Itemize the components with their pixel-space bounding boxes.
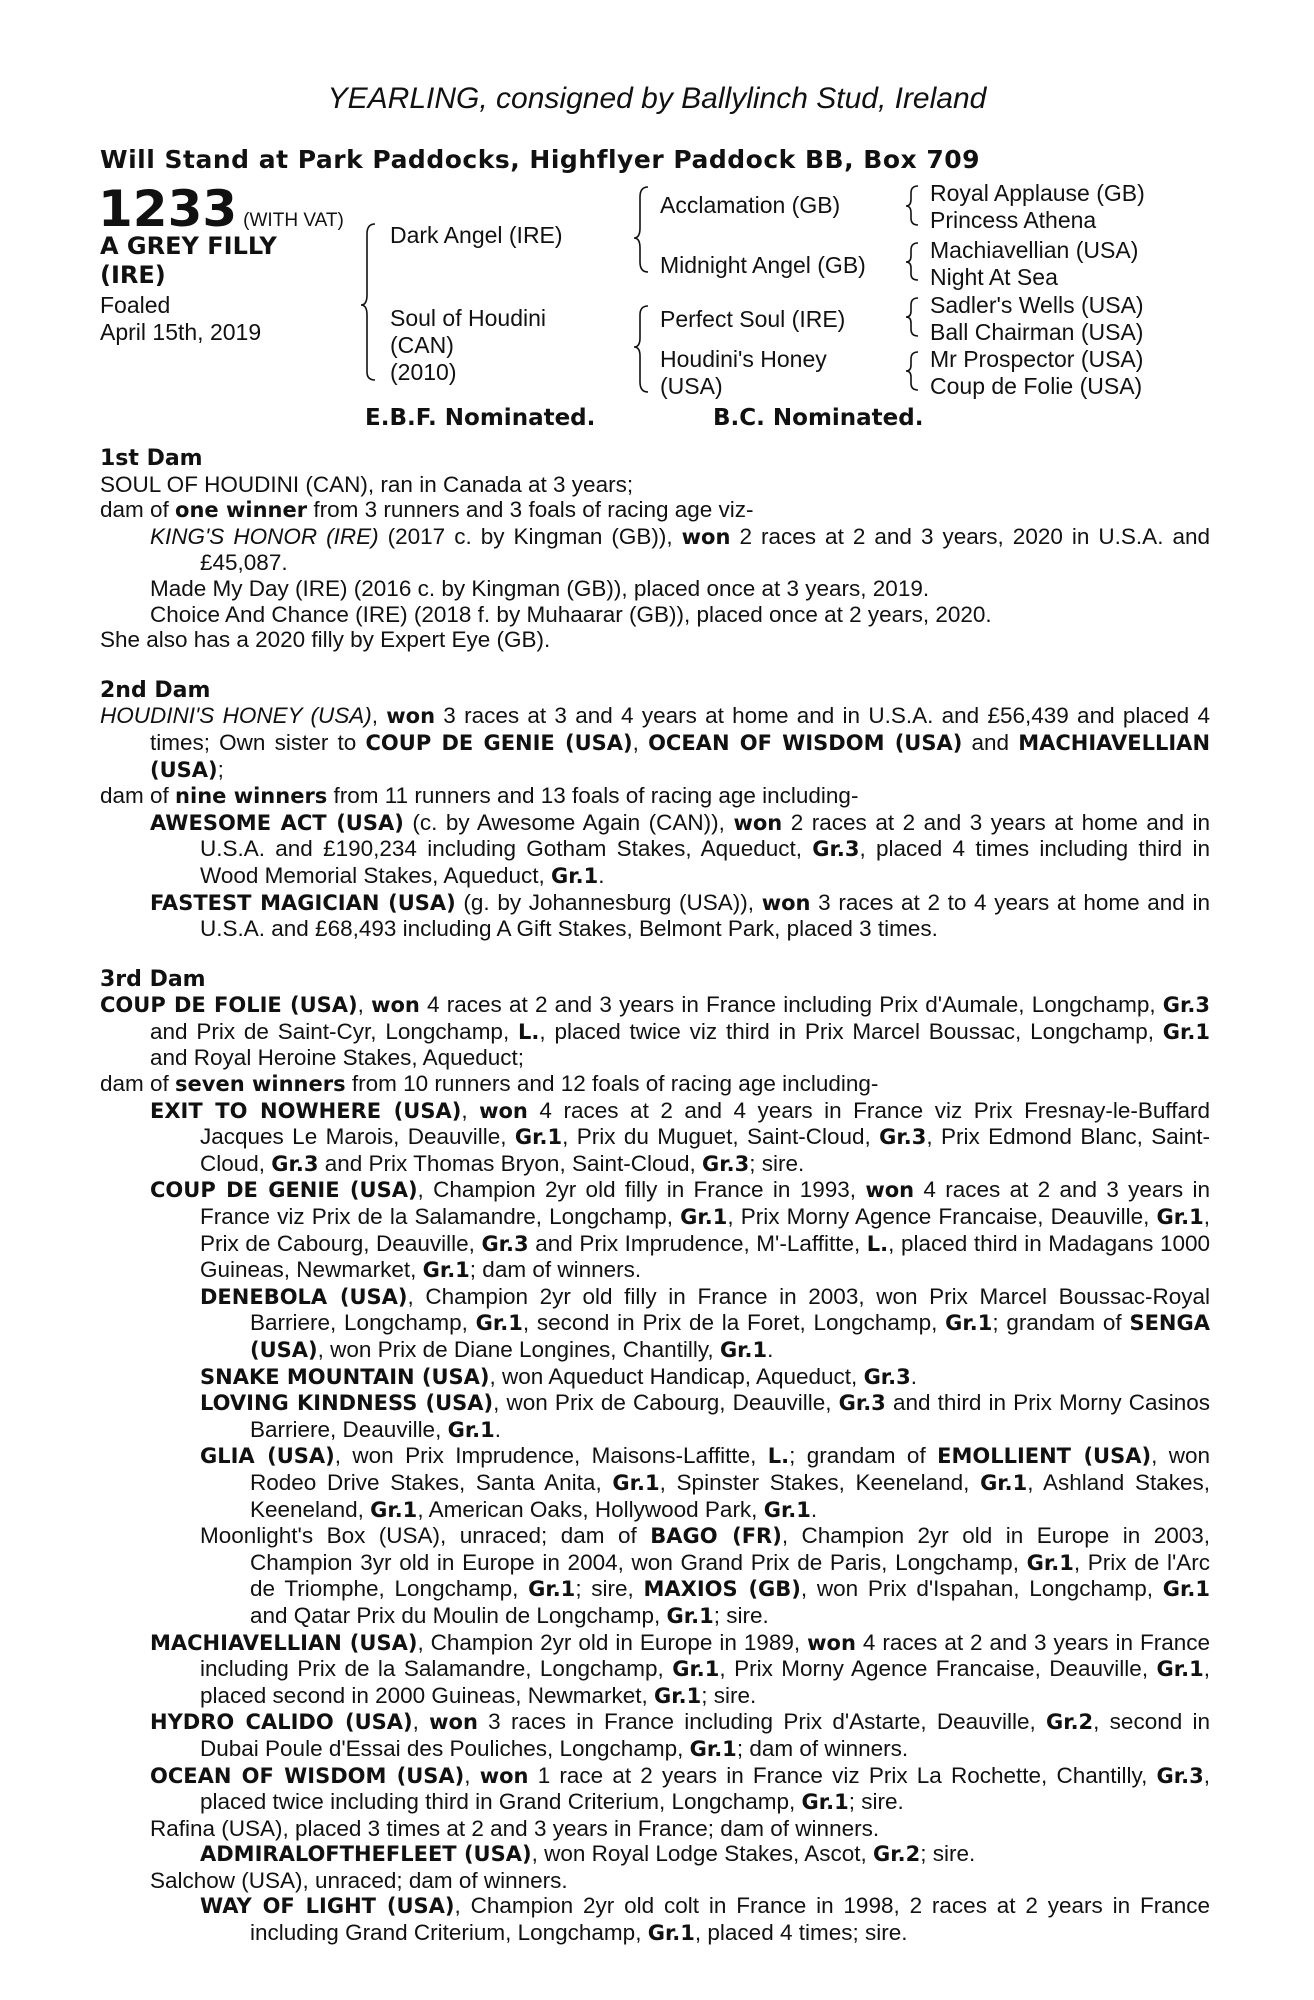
third-dam-line: MACHIAVELLIAN (USA), Champion 2yr old in Europe in 1989, won 4 races at 2 and 3 years in France including Prix de la Salamandre, Longchamp, Gr.1, Prix Morny Agence Francaise, Deauville, Gr.1, placed second in 2000 Guineas, Newmarket, Gr.1; sire. [150,1629,1211,1708]
ped-ball-chairman: Ball Chairman (USA) [930,319,1144,345]
first-dam-line: KING'S HONOR (IRE) (2017 c. by Kingman (GB)), won 2 races at 2 and 3 years, 2020 in U.S.A. and £45,087. [150,523,1211,576]
bc-nominated: B.C. Nominated. [713,405,924,431]
third-dam-line: OCEAN OF WISDOM (USA), won 1 race at 2 years in France viz Prix La Rochette, Chantilly, Gr.3, placed twice including third in Grand Criterium, Longchamp, Gr.1; sire. [150,1762,1210,1815]
first-dam-heading: 1st Dam [100,446,203,471]
third-dam-line: SNAKE MOUNTAIN (USA), won Aqueduct Handicap, Aqueduct, Gr.3. [200,1363,918,1389]
ped-dam-country: (CAN) [390,332,454,358]
third-dam-line: Moonlight's Box (USA), unraced; dam of BAGO (FR), Champion 2yr old in Europe in 2003, Champion 3yr old in Europe in 2004, won Grand Prix de Paris, Longchamp, Gr.1, Prix de l'Arc de Triomphe, Longchamp, Gr.1; sire, MAXIOS (GB), won Prix d'Ispahan, Longchamp, Gr.1 and Qatar Prix du Moulin de Longchamp, Gr.1; sire. [200,1523,1210,1628]
third-dam-line: Rafina (USA), placed 3 times at 2 and 3 years in France; dam of winners. [150,1815,880,1841]
ped-machiavellian: Machiavellian (USA) [930,237,1139,263]
third-dam-line: GLIA (USA), won Prix Imprudence, Maisons-Laffitte, L.; grandam of EMOLLIENT (USA), won Rodeo Drive Stakes, Santa Anita, Gr.1, Spinster Stakes, Keeneland, Gr.1, Ashland Stakes, Keeneland, Gr.1, American Oaks, Hollywood Park, Gr.1. [200,1443,1211,1522]
stand-location: Will Stand at Park Paddocks, Highflyer Paddock BB, Box 709 [100,145,981,174]
ped-sire-sire: Acclamation (GB) [660,192,841,218]
second-dam-line: dam of nine winners from 11 runners and 13 foals of racing age including- [100,783,859,809]
third-dam-heading: 3rd Dam [100,966,206,992]
ped-dam-dam-country: (USA) [660,373,723,399]
ped-coup-de-folie: Coup de Folie (USA) [930,373,1143,399]
ped-princess-athena: Princess Athena [930,207,1097,233]
brace-midnight-angel [906,243,918,280]
ped-sire-dam: Midnight Angel (GB) [660,252,866,278]
third-dam-line: COUP DE FOLIE (USA), won 4 races at 2 and 3 years in France including Prix d'Aumale, Longchamp, Gr.3 and Prix de Saint-Cyr, Longchamp, L., placed twice viz third in Prix Marcel Boussac, Longchamp, Gr.1 and Royal Heroine Stakes, Aqueduct; [100,992,1210,1071]
third-dam-line: LOVING KINDNESS (USA), won Prix de Cabourg, Deauville, Gr.3 and third in Prix Morny Casinos Barriere, Deauville, Gr.1. [200,1390,1210,1442]
second-dam-heading: 2nd Dam [100,677,211,703]
first-dam-line: dam of one winner from 3 runners and 3 foals of racing age viz- [100,497,754,523]
second-dam-line: HOUDINI'S HONEY (USA), won 3 races at 3 and 4 years at home and in U.S.A. and £56,439 and placed 4 times; Own sister to COUP DE GENIE (USA), OCEAN OF WISDOM (USA) and MACHIAVELLIAN (USA); [100,703,1211,782]
ped-dam-dam-name: Houdini's Honey [660,346,827,372]
first-dam-line: Choice And Chance (IRE) (2018 f. by Muhaarar (GB)), placed once at 2 years, 2020. [150,601,992,627]
ebf-nominated: E.B.F. Nominated. [365,405,596,431]
foaled-label: Foaled [100,292,171,318]
ped-dam [390,305,546,386]
second-dam-line: AWESOME ACT (USA) (c. by Awesome Again (CAN)), won 2 races at 2 and 3 years at home and in U.S.A. and £190,234 including Gotham Stakes, Aqueduct, Gr.3, placed 4 times including third in Wood Memorial Stakes, Aqueduct, Gr.1. [150,809,1210,888]
brace-sire [634,187,648,272]
lot-title: A GREY FILLY (IRE) [100,232,277,289]
third-dam-line: Salchow (USA), unraced; dam of winners. [150,1867,568,1893]
third-dam-line: dam of seven winners from 10 runners and 12 foals of racing age including- [100,1071,879,1097]
third-dam-line: EXIT TO NOWHERE (USA), won 4 races at 2 and 4 years in France viz Prix Fresnay-le-Buffard Jacques Le Marois, Deauville, Gr.1, Prix du Muguet, Saint-Cloud, Gr.3, Prix Edmond Blanc, Saint-Cloud, Gr.3 and Prix Thomas Bryon, Saint-Cloud, Gr.3; sire. [150,1097,1211,1176]
ped-dam-dam [660,346,827,400]
ped-sire: Dark Angel (IRE) [390,222,563,248]
second-dam-line: FASTEST MAGICIAN (USA) (g. by Johannesburg (USA)), won 3 races at 2 to 4 years at home and in U.S.A. and £68,493 including A Gift Stakes, Belmont Park, placed 3 times. [150,889,1210,942]
ped-royal-applause: Royal Applause (GB) [930,180,1145,206]
lot-number: 1233 [98,180,238,238]
first-dam-line: SOUL OF HOUDINI (CAN), ran in Canada at 3 years; [100,471,634,497]
consignor-line: YEARLING, consigned by Ballylinch Stud, Ireland [327,82,987,115]
catalogue-body [100,446,1210,1947]
brace-sire-dam [361,224,375,380]
third-dam-line: COUP DE GENIE (USA), Champion 2yr old filly in France in 1993, won 4 races at 2 and 3 years in France viz Prix de la Salamandre, Longchamp, Gr.1, Prix Morny Agence Francaise, Deauville, Gr.1, Prix de Cabourg, Deauville, Gr.3 and Prix Imprudence, M'-Laffitte, L., placed third in Madagans 1000 Guineas, Newmarket, Gr.1; dam of winners. [150,1177,1210,1283]
brace-dam [634,306,648,392]
ped-dam-year: (2010) [390,359,457,385]
ped-dam-name: Soul of Houdini [390,305,546,331]
brace-perfect-soul [906,298,918,336]
third-dam-line: HYDRO CALIDO (USA), won 3 races in France including Prix d'Astarte, Deauville, Gr.2, second in Dubai Poule d'Essai des Pouliches, Longchamp, Gr.1; dam of winners. [150,1709,1210,1761]
third-dam-line: WAY OF LIGHT (USA), Champion 2yr old colt in France in 1998, 2 races at 2 years in France including Grand Criterium, Longchamp, Gr.1, placed 4 times; sire. [200,1893,1210,1946]
ped-mr-prospector: Mr Prospector (USA) [930,346,1144,372]
vat-note: (WITH VAT) [243,210,344,231]
ped-dam-sire: Perfect Soul (IRE) [660,306,846,332]
first-dam-line: Made My Day (IRE) (2016 c. by Kingman (GB)), placed once at 3 years, 2019. [150,575,930,601]
third-dam-line: ADMIRALOFTHEFLEET (USA), won Royal Lodge Stakes, Ascot, Gr.2; sire. [200,1841,976,1867]
third-dam-line: DENEBOLA (USA), Champion 2yr old filly in France in 2003, won Prix Marcel Boussac-Royal Barriere, Longchamp, Gr.1, second in Prix de la Foret, Longchamp, Gr.1; grandam of SENGA (USA), won Prix de Diane Longines, Chantilly, Gr.1. [200,1283,1210,1362]
foaled-date: April 15th, 2019 [100,319,262,345]
ped-night-at-sea: Night At Sea [930,264,1058,290]
ped-sadlers-wells: Sadler's Wells (USA) [930,292,1144,318]
brace-houdinis-honey [906,352,918,390]
first-dam-line: She also has a 2020 filly by Expert Eye (GB). [100,627,551,653]
brace-acclamation [906,186,918,225]
